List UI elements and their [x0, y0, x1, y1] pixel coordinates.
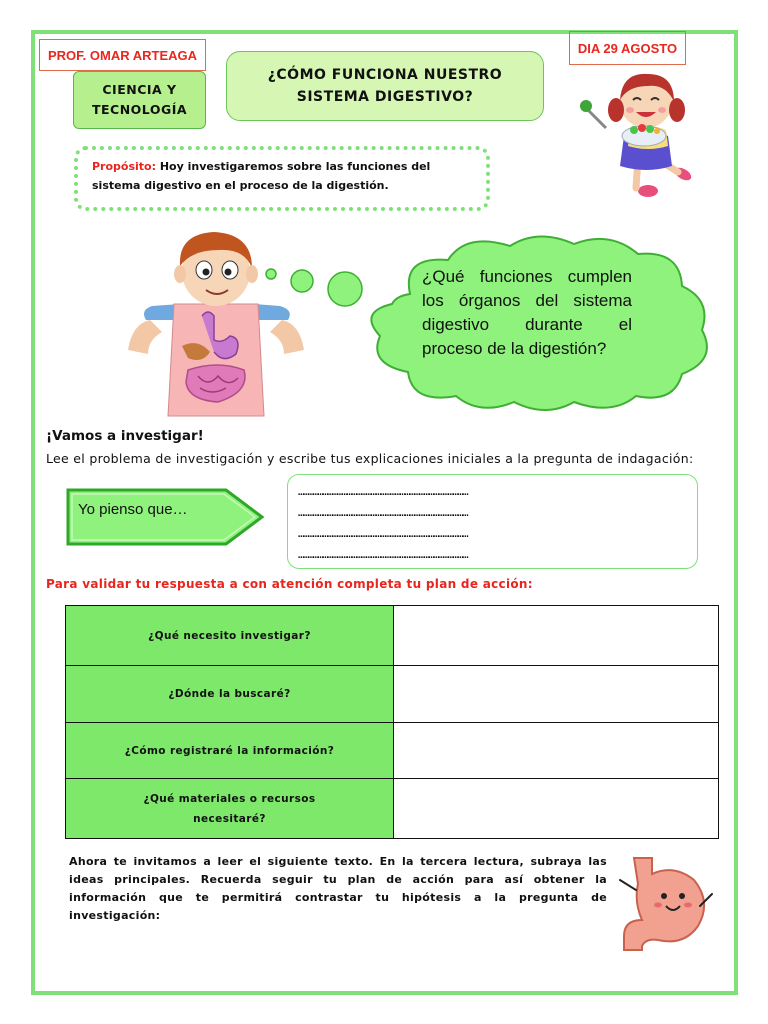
investigate-instruction: Lee el problema de investigación y escribe tus explicaciones iniciales a la pregunta de indagación:: [46, 451, 694, 466]
page-title-line-2: SISTEMA DIGESTIVO?: [296, 89, 474, 105]
table-row: [66, 779, 719, 839]
answer-line[interactable]: ……………………………………………………………………………………………: [298, 485, 467, 498]
plan-question-cell: [66, 779, 394, 839]
purpose-text: Hoy investigaremos sobre las funciones del sistema digestivo en el proceso de la digestión.: [92, 160, 431, 192]
thought-question: ¿Qué funciones cumplen los órganos del sistema digestivo durante el proceso de la digestión?: [422, 267, 632, 358]
table-row: [66, 666, 719, 723]
plan-answer-cell[interactable]: [394, 666, 719, 723]
date-box: [569, 31, 686, 65]
stomach-mascot-illustration: [612, 850, 718, 954]
plan-question: ¿Dónde la buscaré?: [168, 688, 291, 700]
plan-question-cell: [66, 606, 394, 666]
girl-eating-salad-illustration: [578, 66, 713, 208]
table-row: [66, 723, 719, 779]
teacher-name: PROF. OMAR ARTEAGA: [47, 47, 198, 63]
plan-question-cell: [66, 723, 394, 779]
answer-line[interactable]: ……………………………………………………………………………………………: [298, 527, 467, 540]
date-text: DIA 29 AGOSTO: [577, 40, 678, 56]
plan-question: ¿Cómo registraré la información?: [124, 744, 335, 757]
action-plan-intro: Para validar tu respuesta a con atención completa tu plan de acción:: [46, 577, 533, 591]
hypothesis-prompt: Yo pienso que…: [78, 501, 188, 518]
action-plan-table: [65, 605, 719, 839]
plan-question: ¿Qué necesito investigar?: [148, 629, 311, 642]
closing-instruction: Ahora te invitamos a leer el siguiente texto. En la tercera lectura, subraya las ideas principales. Recuerda seguir tu plan de acción para así obtener la información que te permitirá contrastar tu hipótesis a la pregunta de investigación:: [69, 855, 607, 922]
plan-question: ¿Qué materiales o recursos necesitaré?: [143, 792, 316, 825]
answer-line[interactable]: ……………………………………………………………………………………………: [298, 548, 467, 561]
plan-answer-cell[interactable]: [394, 723, 719, 779]
table-row: [66, 606, 719, 666]
plan-answer-cell[interactable]: [394, 779, 719, 839]
purpose-box: [74, 146, 490, 211]
purpose-label: Propósito:: [92, 160, 157, 173]
answer-line[interactable]: ……………………………………………………………………………………………: [298, 506, 467, 519]
plan-answer-cell[interactable]: [394, 606, 719, 666]
subject-line-2: TECNOLOGÍA: [91, 102, 188, 117]
subject-box: [73, 71, 206, 129]
page-title-box: [226, 51, 544, 121]
teacher-name-box: [39, 39, 206, 71]
page-title-line-1: ¿CÓMO FUNCIONA NUESTRO: [267, 67, 503, 83]
hypothesis-answer-box[interactable]: [287, 474, 698, 569]
investigate-heading: ¡Vamos a investigar!: [46, 428, 204, 444]
plan-question-cell: [66, 666, 394, 723]
subject-line-1: CIENCIA Y: [102, 82, 177, 97]
